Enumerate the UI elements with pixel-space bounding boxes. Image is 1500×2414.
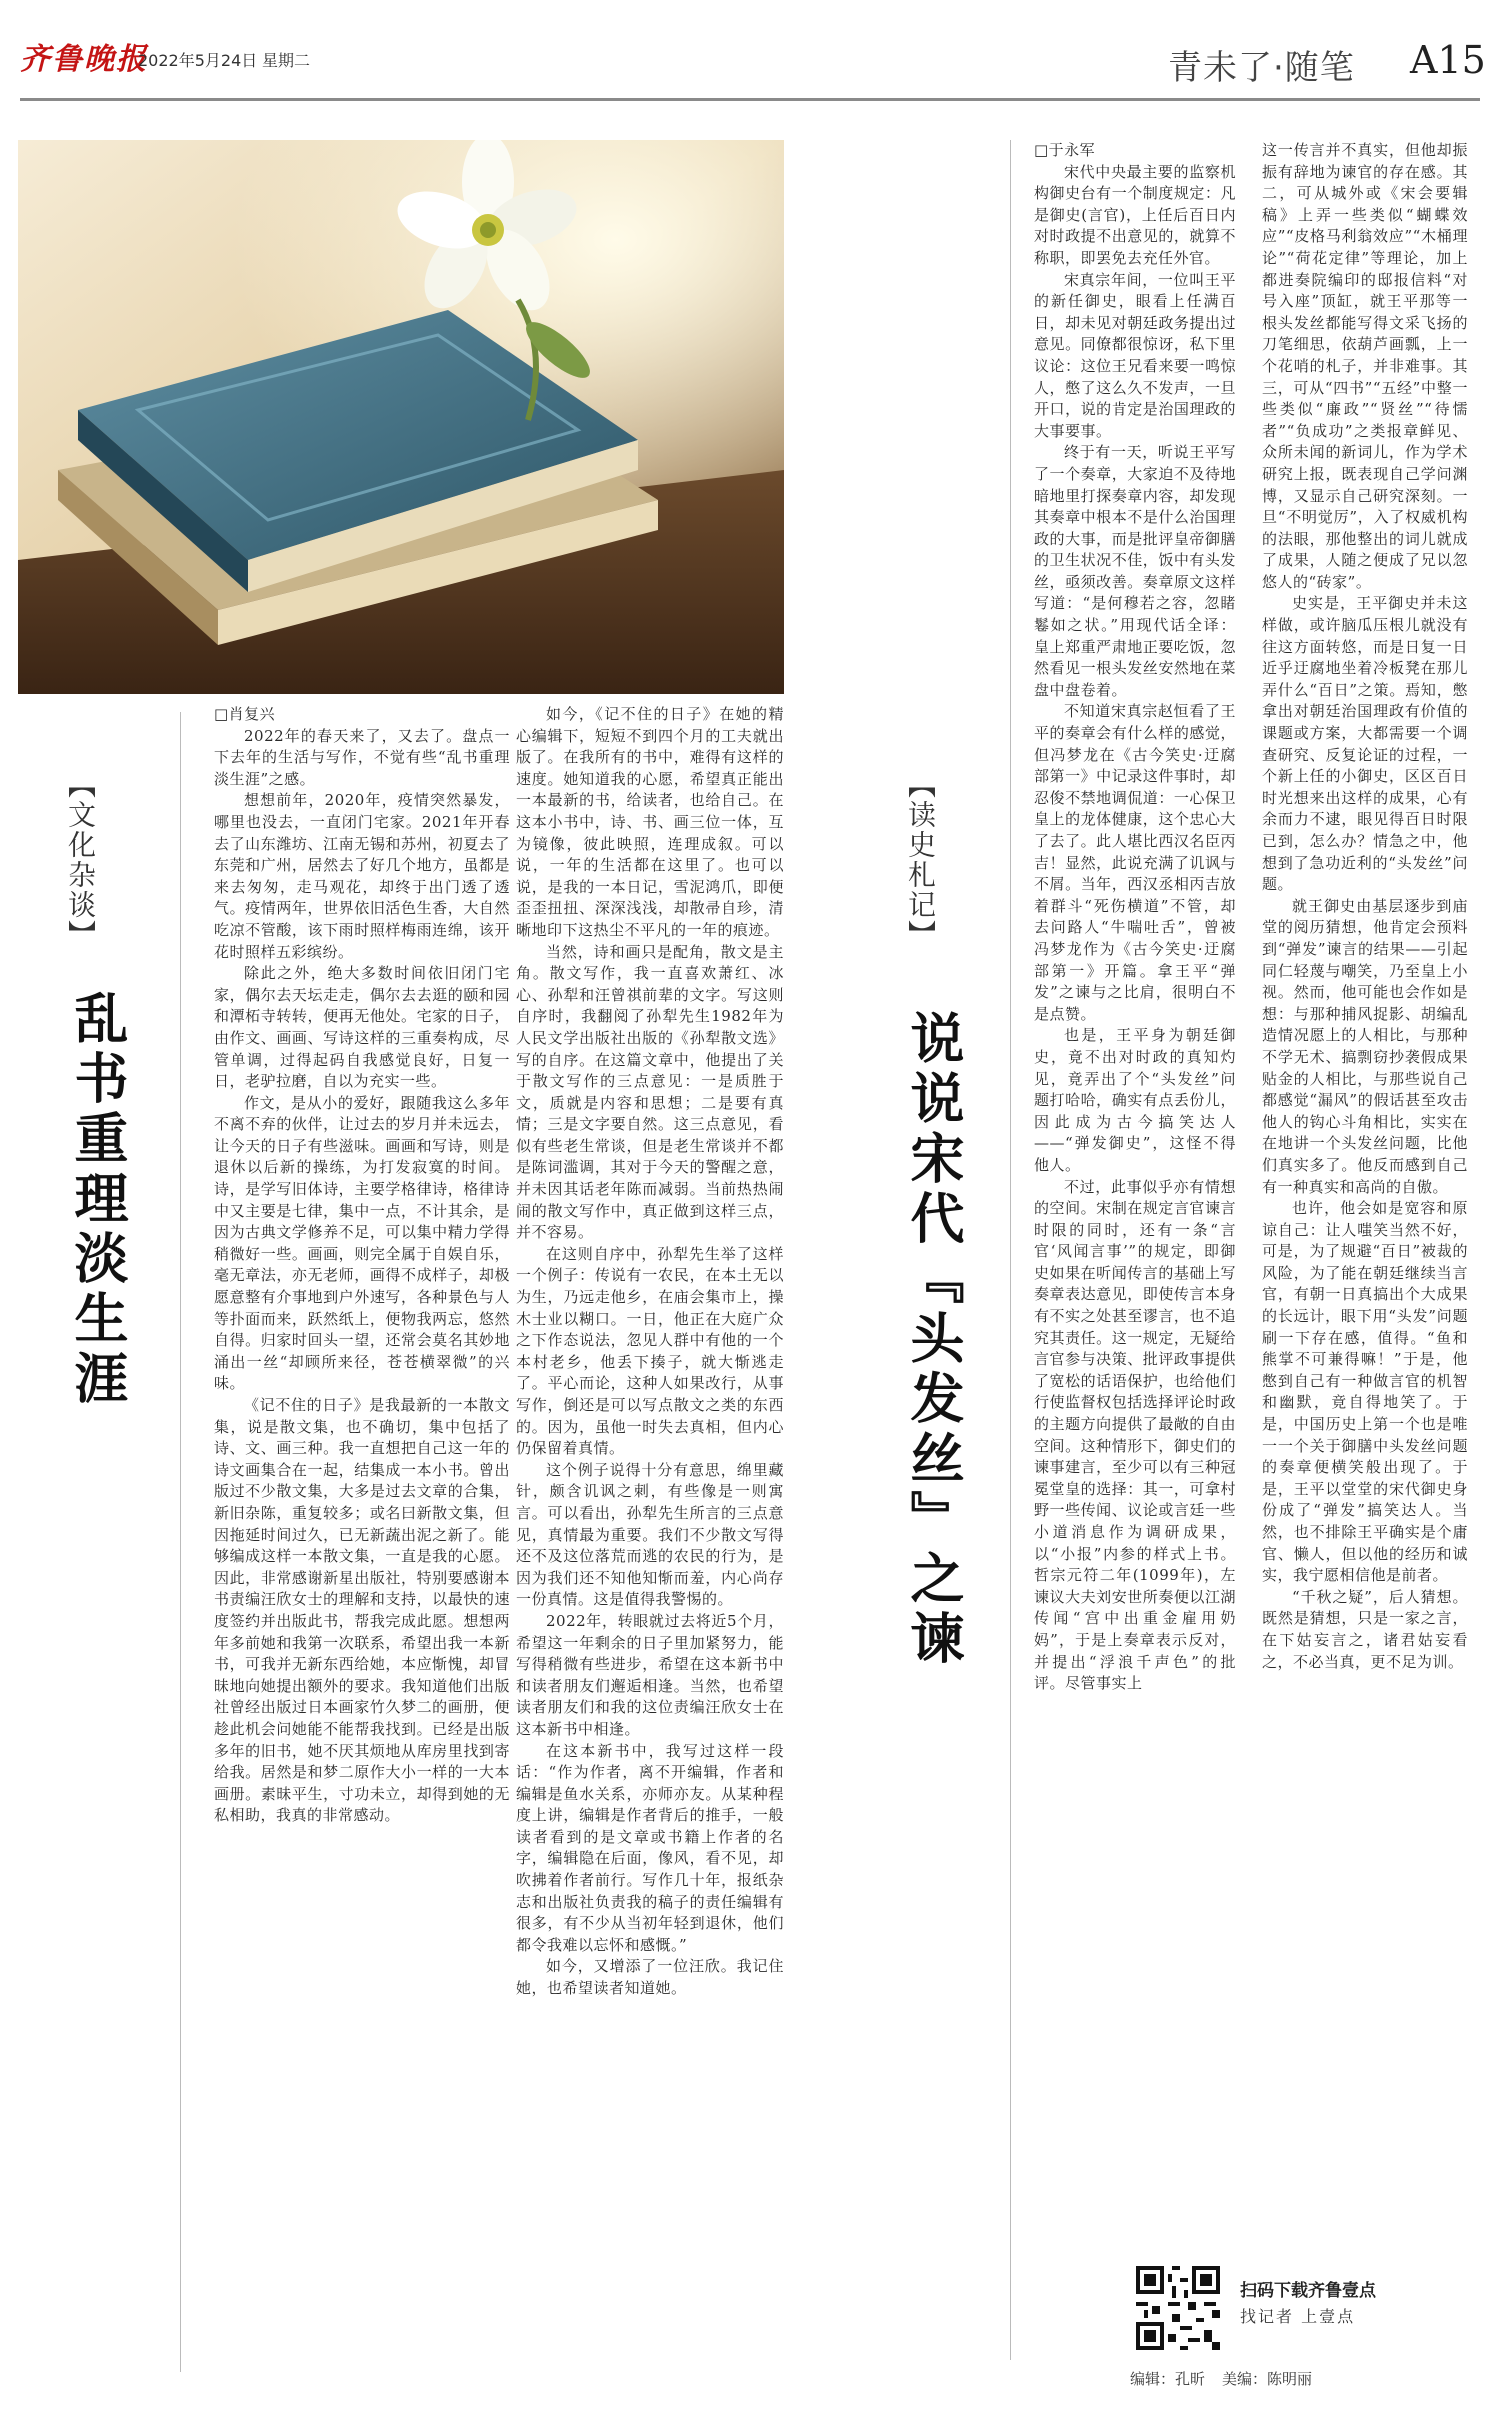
paragraph: 在这本新书中，我写过这样一段话：“作为作者，离不开编辑，作者和编辑是鱼水关系，亦师亦友。从某种程度上讲，编辑是作者背后的推手，一般读者看到的是文章或书籍上作者的名字，编辑隐在后面，像风，看不见，却吹拂着作者前行。写作几十年，报纸杂志和出版社负责我的稿子的责任编辑有很多，有不少从当初年轻到退休，他们都令我难以忘怀和感慨。” — [516, 1741, 784, 1954]
article1-byline: □肖复兴 — [214, 705, 276, 723]
article1-column-left — [214, 704, 510, 2379]
qr-caption: 扫码下载齐鲁壹点 — [1240, 2281, 1376, 2301]
article1-title: 乱书重理淡生涯 — [66, 990, 130, 1410]
qr-code-icon[interactable] — [1132, 2262, 1224, 2354]
paragraph: 在这则自序中，孙犁先生举了这样一个例子：传说有一农民，在本土无以为生，乃远走他乡，在庙会集市上，操木士业以糊口。一日，他正在大庭广众之下作态说法，忽见人群中有他的一个本村老乡，他丢下揍子，就大惭逃走了。平心而论，这种人如果改行，从事写作，倒还是可以写点散文之类的东西的。因为，虽他一时失去真相，但内心仍保留着真情。 — [516, 1244, 784, 1458]
column-rule — [180, 712, 181, 2372]
column-rule — [1010, 140, 1011, 2360]
paragraph: 想想前年，2020年，疫情突然暴发，哪里也没去，一直闭门宅家。2021年开春去了山东潍坊、江南无锡和苏州，初夏去了东莞和广州，居然去了好几个地方，虽都是来去匆匆，走马观花，却终于出门透了透气。疫情两年，世界依旧活色生香，大自然吃凉不管酸，该下雨时照样梅雨连绵，该开花时照样五彩缤纷。 — [214, 791, 510, 961]
article2-column-left — [1034, 140, 1236, 2330]
paragraph: 不知道宋真宗赵恒看了王平的奏章会有什么样的感觉，但冯梦龙在《古今笑史·迂腐部第一》中记录这件事时，却忍俊不禁地调侃道：一心保卫皇上的龙体健康，这个忠心大了去了。此人堪比西汉名臣丙吉！显然，此说充满了讥讽与不屑。当年，西汉丞相丙吉放着群斗“死伤横道”不管，却去问路人“牛喘吐舌”，曾被冯梦龙作为《古今笑史·迂腐部第一》开篇。拿王平“弹发”之谏与之比肩，很明白不是点赞。 — [1034, 702, 1236, 1023]
paragraph: 这一传言并不真实，但他却振振有辞地为谏官的存在感。其二，可从城外或《宋会要辑稿》上弄一些类似“蝴蝶效应”“皮格马利翁效应”“木桶理论”“荷花定律”等理论，加上都进奏院编印的邸报信料“对号入座”顶缸，就王平那等一根头发丝都能写得文采飞扬的刀笔细思，依葫芦画瓢，上一个花哨的札子，并非难事。其三，可从“四书”“五经”中整一些类似“廉政”“贤丝”“待懦者”“负成功”之类报章鲜见、众所未闻的新词儿，作为学术研究上报，既表现自己学问渊博，又显示自己研究深刻。一旦“不明觉厉”，入了权威机构的法眼，那他整出的词儿就成了成果，人随之便成了兄以忽悠人的“砖家”。 — [1262, 141, 1468, 591]
article2-byline: □于永军 — [1034, 141, 1096, 159]
paragraph: 当然，诗和画只是配角，散文是主角。散文写作，我一直喜欢萧红、冰心、孙犁和汪曾祺前辈的文字。写这则自序时，我翻阅了孙犁先生1982年为人民文学出版社出版的《孙犁散文选》写的自序。在这篇文章中，他提出了关于散文写作的三点意见：一是质胜于文，质就是内容和思想；二是要有真情；三是文字要自然。这三点意见，看似有些老生常谈，但是老生常谈并不都是陈词滥调，其对于今天的警醒之意，并未因其话老年陈而减弱。当前热热闹闹的散文写作中，真正做到这样三点，并不容易。 — [516, 942, 784, 1242]
page-number: A15 — [1410, 38, 1486, 82]
issue-date: 2022年5月24日 — [138, 51, 258, 70]
paragraph: 不过，此事似乎亦有情想的空间。宋制在规定言官谏言时限的同时，还有一条“言官‘风闻言事’”的规定，即御史如果在听闻传言的基础上写奏章表达意见，即使传言本身有不实之处甚至谬言，也不追究其责任。这一规定，无疑给言官参与决策、批评政事提供了宽松的话语保护，也给他们行使监督权包括选择评论时政的主题方向提供了最敞的自由空间。这种情形下，御史们的谏事建言，至少可以有三种冠冕堂皇的选择：其一，可拿村野一些传闻、议论或言廷一些小道消息作为调研成果，以“小报”内参的样式上书。哲宗元符二年(1099年)，左谏议大夫刘安世所奏便以江湖传闻“宫中出重金雇用奶妈”，于是上奏章表示反对，并提出“浮浪千声色”的批评。尽管事实上 — [1034, 1177, 1236, 1693]
article1-column-right — [516, 704, 784, 2379]
paragraph: 也许，他会如是宽容和原谅自己：让人嗤笑当然不好，可是，为了规避“百日”被裁的风险，为了能在朝廷继续当言官，有朝一日真搞出个大成果的长远计，眼下用“头发”问题刷一下存在感，值得。“鱼和熊掌不可兼得嘛！”于是，他憋到自己有一种做言官的机智和幽默，竟自得地笑了。于是，中国历史上第一个也是唯一一个关于御膳中头发丝问题的奏章便横笑般出现了。于是，王平以堂堂的宋代御史身份成了“弹发”搞笑达人。当然，也不排除王平确实是个庸官、懒人，但以他的经历和诚实，我宁愿相信他是前者。 — [1262, 1199, 1468, 1585]
paragraph: 这个例子说得十分有意思，绵里藏针，颇含讥讽之刺，有些像是一则寓言。可以看出，孙犁先生所言的三点意见，真情最为重要。我们不少散文写得还不及这位落荒而逃的农民的行为，是因为我们还不知他知惭而羞，内心尚存一份真情。这是值得我警惕的。 — [516, 1460, 784, 1609]
section-name: 青未了·随笔 — [1168, 48, 1355, 88]
paragraph: 作文，是从小的爱好，跟随我这么多年不离不弃的伙伴，让过去的岁月并未远去，让今天的日子有些滋味。画画和写诗，则是退休以后新的操练，为打发寂寞的时间。诗，是学写旧体诗，主要学格律诗，格律诗中又主要是七律，集中一点，不计其余，是因为古典文学修养不足，可以集中精力学得稍微好一些。画画，则完全属于自娱自乐，毫无章法，亦无老师，画得不成样子，却极愿意整有介事地到户外速写，各种景色与人等扑面而来，跃然纸上，便物我两忘，悠然自得。归家时回头一望，还常会莫名其妙地涌出一丝“却顾所来径，苍苍横翠微”的兴味。 — [214, 1093, 510, 1393]
issue-weekday: 星期二 — [262, 51, 311, 70]
book-flower-photo — [18, 140, 784, 694]
paragraph: 《记不住的日子》是我最新的一本散文集，说是散文集，也不确切，集中包括了诗、文、画三种。我一直想把自己这一年的诗文画集合在一起，结集成一本小书。曾出版过不少散文集，大多是过去文章的合集，新旧杂陈，重复较多；或名曰新散文集，但因拖延时间过久，已无新蔬出泥之新了。能够编成这样一本散文集，一直是我的心愿。因此，非常感谢新星出版社，特别要感谢本书责编汪欣女士的理解和支持，以最快的速度签约并出版此书，帮我完成此愿。想想两年多前她和我第一次联系，希望出我一本新书，可我并无新东西给她，本应惭愧，却冒昧地向她提出额外的要求。我知道他们出版社曾经出版过日本画家竹久梦二的画册，便趁此机会问她能不能帮我找到。已经是出版多年的旧书，她不厌其烦地从库房里找到寄给我。居然是和梦二原作大小一样的一大本画册。素昧平生，寸功未立，却得到她的无私相助，我真的非常感动。 — [214, 1396, 510, 1825]
article2-title: 说说宋代『头发丝』之谏 — [902, 1010, 966, 1670]
paragraph: 就王御史由基层逐步到庙堂的阅历猜想，他肯定会预料到“弹发”谏言的结果——引起同仁轻蔑与嘲笑，乃至皇上小视。然而，他可能也会作如是想：与那种捕风捉影、胡编乱造情况愿上的人相比，与那种不学无术、搞剽窃抄袭假成果贴金的人相比，与那些说自己都感觉“漏风”的假话甚至攻击他人的钩心斗角相比，实实在在地讲一个头发丝问题，比他们真实多了。他反而感到自己有一种真实和高尚的自傲。 — [1262, 896, 1468, 1196]
masthead-logo: 齐鲁晚报 — [20, 42, 148, 77]
paragraph: 终于有一天，听说王平写了一个奏章，大家迫不及待地暗地里打探奏章内容，却发现其奏章中根本不是什么治国理政的大事，而是批评皇帝御膳的卫生状况不佳，饭中有头发丝，亟须改善。奏章原文这样写道：“是何穆若之容，忽睹鬈如之状。”用现代话全译：皇上郑重严肃地正要吃饭，忽然看见一根头发丝安然地在菜盘中盘卷着。 — [1034, 443, 1236, 699]
paragraph: 如今，《记不住的日子》在她的精心编辑下，短短不到四个月的工夫就出版了。在我所有的书中，难得有这样的速度。她知道我的心愿，希望真正能出一本最新的书，给读者，也给自己。在这本小书中，诗、书、画三位一体，互为镜像，彼此映照，连理成叙。可以说，一年的生活都在这里了。也可以说，是我的一本日记，雪泥鸿爪，即便歪歪扭扭、深深浅浅，却散帚自珍，清晰地印下这热尘不平凡的一年的痕迹。 — [516, 705, 784, 939]
paragraph: 2022年的春天来了，又去了。盘点一下去年的生活与写作，不觉有些“乱书重理淡生涯”之感。 — [214, 726, 510, 788]
paragraph: 史实是，王平御史并未这样做，或许脑瓜压根儿就没有往这方面转悠，而是日复一日近乎迂腐地坐着冷板凳在那儿弄什么“百日”之策。焉知，憋拿出对朝廷治国理政有价值的课题或方案，大都需要一个调查研究、反复论证的过程，一个新上任的小御史，区区百日时光想来出这样的成果，心有余而力不逮，眼见得百日时限已到，怎么办？情急之中，他想到了急功近利的“头发丝”问题。 — [1262, 594, 1468, 894]
header-rule — [20, 98, 1480, 101]
paragraph: 宋代中央最主要的监察机构御史台有一个制度规定：凡是御史(言官)，上任后百日内对时政提不出意见的，就算不称职，即罢免去充任外官。 — [1034, 162, 1236, 267]
paragraph: 如今，又增添了一位汪欣。我记住她，也希望读者知道她。 — [516, 1957, 784, 1998]
article2-column-right — [1262, 140, 1468, 2235]
paragraph: “千秋之疑”，后人猜想。既然是猜想，只是一家之言，在下姑妄言之，诸君姑妄看之，不必当真，更不足为训。 — [1262, 1587, 1468, 1671]
paragraph: 2022年，转眼就过去将近5个月，希望这一年剩余的日子里加紧努力，能写得稍微有些进步，希望在这本新书中和读者朋友们邂逅相逢。当然，也希望读者朋友们和我的这位责编汪欣女士在这本新书中相逢。 — [516, 1611, 784, 1738]
designer-credit: 美编：陈明丽 — [1222, 2370, 1313, 2388]
paragraph: 除此之外，绝大多数时间依旧闭门宅家，偶尔去天坛走走，偶尔去去逛的颐和园和潭柘寺转转，便再无他处。宅家的日子，由作文、画画、写诗这样的三重奏构成，尽管单调，过得起码自我感觉良好，日复一日，老驴拉磨，自以为充实一些。 — [214, 964, 510, 1091]
paragraph: 也是，王平身为朝廷御史，竟不出对时政的真知灼见，竟弄出了个“头发丝”问题打哈哈，确实有点丢份儿，因此成为古今搞笑达人——“弹发御史”，这怪不得他人。 — [1034, 1026, 1236, 1174]
qr-subcaption: 找记者 上壹点 — [1240, 2307, 1356, 2326]
editor-credit: 编辑：孔昕 — [1130, 2370, 1206, 2388]
article2-tag: 【读史札记】 — [904, 770, 937, 950]
article1-tag: 【文化杂谈】 — [64, 770, 97, 950]
paragraph: 宋真宗年间，一位叫王平的新任御史，眼看上任满百日，却未见对朝廷政务提出过意见。同僚都很惊讶，私下里议论：这位王兄看来要一鸣惊人，憋了这么久不发声，一旦开口，说的肯定是治国理政的大事要事。 — [1034, 270, 1236, 440]
